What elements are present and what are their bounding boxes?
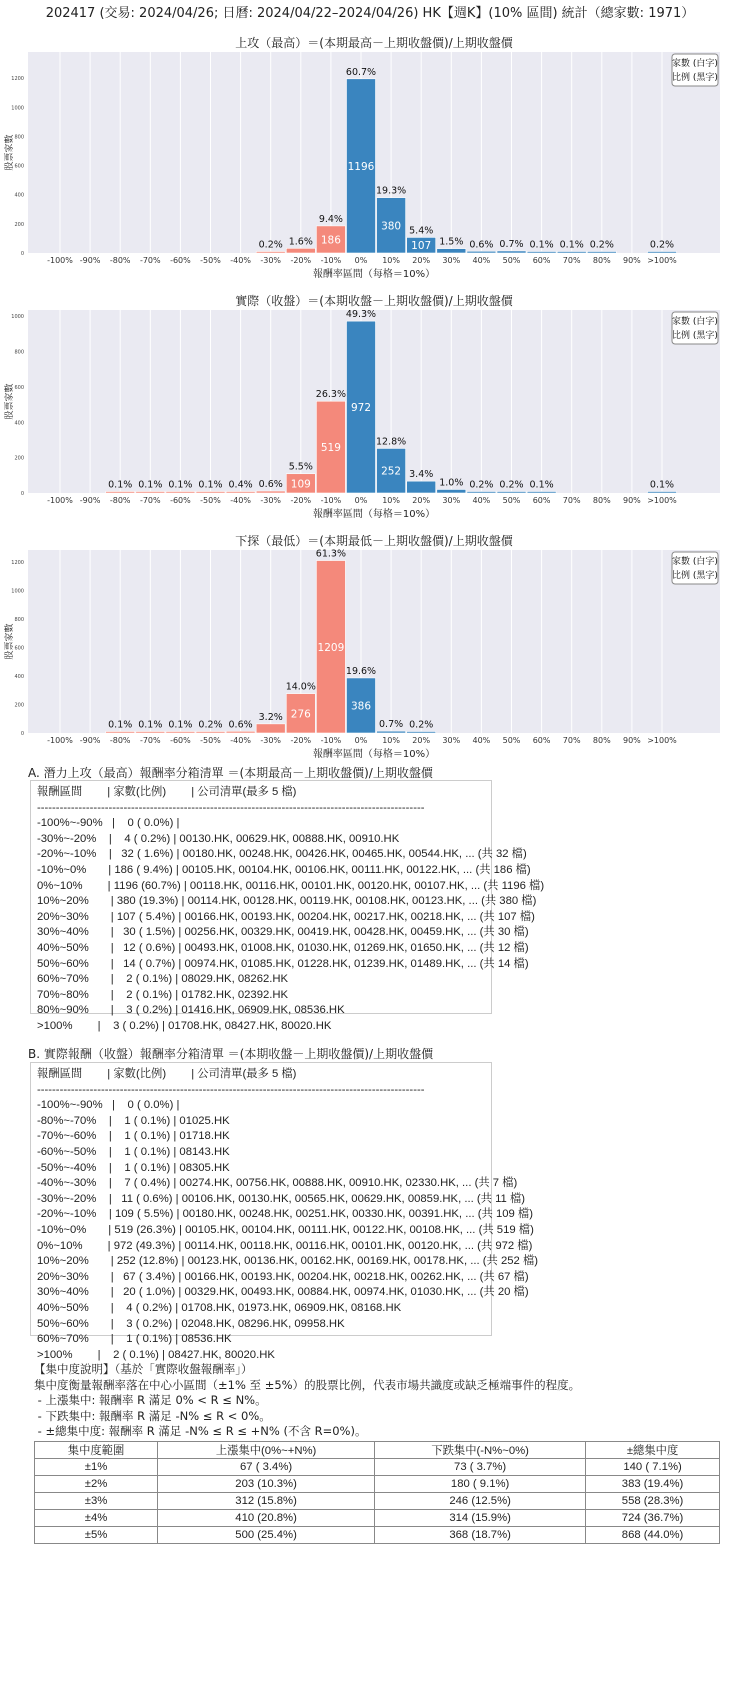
bar: [467, 492, 496, 494]
table-header-row: [35, 1442, 720, 1459]
bar: [557, 252, 586, 254]
table-cell: ±3%: [35, 1493, 158, 1510]
x-tick-label: 50%: [502, 256, 521, 265]
list-row: 10%~20% | 380 (19.3%) | 00114.HK, 00128.HK, 00119.HK, 00108.HK, 00123.HK, ... (共 380 檔): [37, 895, 537, 908]
x-tick-label: -10%: [320, 496, 342, 505]
bar-count-label: 1196: [347, 160, 375, 173]
list-row: -10%~0% | 186 ( 9.4%) | 00105.HK, 00104.HK, 00106.HK, 00111.HK, 00122.HK, ... (共 186 檔): [37, 863, 531, 876]
bar-percent-label: 61.3%: [315, 548, 346, 560]
table-cell: 246 (12.5%): [375, 1493, 586, 1510]
x-tick-label: -90%: [79, 496, 101, 505]
bar-count-label: 109: [290, 478, 311, 491]
x-tick-label: >100%: [647, 256, 677, 265]
chart-title: 下探（最低）＝(本期最低－上期收盤價)/上期收盤價: [235, 534, 513, 548]
x-tick-label: -100%: [47, 496, 73, 505]
list-divider: -------------------------------------------------------------------------------------------------------: [37, 1083, 425, 1096]
x-tick-label: 90%: [623, 256, 641, 265]
list-row: 20%~30% | 67 ( 3.4%) | 00166.HK, 00193.HK, 00204.HK, 00218.HK, 00262.HK, ... (共 67 檔): [37, 1270, 529, 1283]
bar-percent-label: 0.1%: [559, 239, 584, 251]
bar-percent-label: 3.2%: [258, 711, 283, 723]
list-row: 50%~60% | 14 ( 0.7%) | 00974.HK, 01085.HK, 01228.HK, 01239.HK, 01489.HK, ... (共 14 檔): [37, 957, 529, 970]
x-tick-label: -30%: [260, 496, 282, 505]
x-tick-label: -20%: [290, 736, 312, 745]
list-row: 10%~20% | 252 (12.8%) | 00123.HK, 00136.HK, 00162.HK, 00169.HK, 00178.HK, ... (共 252 檔): [37, 1255, 539, 1268]
bar-percent-label: 0.1%: [138, 479, 163, 491]
table-cell: ±2%: [35, 1476, 158, 1493]
x-tick-label: -80%: [109, 736, 131, 745]
y-tick-label: 200: [14, 455, 24, 462]
table-cell: 180 ( 9.1%): [375, 1476, 586, 1493]
list-b-box: [30, 1062, 539, 1361]
bar-percent-label: 0.2%: [589, 239, 614, 251]
list-row: 30%~40% | 20 ( 1.0%) | 00329.HK, 00493.HK, 00884.HK, 00974.HK, 01030.HK, ... (共 20 檔): [37, 1286, 529, 1299]
concentration-notes: [34, 1362, 580, 1440]
x-tick-label: 10%: [382, 496, 400, 505]
bar-percent-label: 0.7%: [499, 238, 524, 250]
column-header: ±總集中度: [586, 1442, 720, 1459]
bar-percent-label: 60.7%: [345, 66, 377, 78]
x-tick-label: -50%: [200, 256, 221, 265]
list-b-title: B. 實際報酬（收盤）報酬率分箱清單 ＝(本期收盤－上期收盤價)/上期收盤價: [28, 1047, 434, 1061]
list-header: 報酬區間 | 家數(比例) | 公司清單(最多 5 檔): [37, 786, 297, 798]
x-tick-label: -90%: [79, 736, 101, 745]
legend-count-note: 家數 (白字): [672, 557, 718, 567]
list-row: 80%~90% | 3 ( 0.2%) | 01416.HK, 06909.HK, 08536.HK: [37, 1004, 345, 1017]
bar: [196, 732, 225, 734]
y-axis-label: 股票家數: [5, 134, 15, 171]
bar-percent-label: 0.2%: [499, 479, 524, 491]
bar: [437, 249, 466, 253]
bar-percent-label: 0.4%: [228, 479, 253, 491]
list-a-box: [30, 780, 545, 1032]
legend-count-note: 家數 (白字): [672, 317, 718, 327]
x-tick-label: -20%: [290, 496, 312, 505]
bar-percent-label: 19.6%: [345, 665, 377, 677]
x-tick-label: -100%: [47, 256, 73, 265]
note-line: - 上漲集中: 報酬率 R 滿足 0% < R ≤ N%。: [34, 1393, 267, 1407]
y-tick-label: 400: [14, 673, 24, 680]
column-header: 集中度範圍: [35, 1442, 158, 1459]
x-tick-label: -10%: [320, 736, 342, 745]
table-cell: 314 (15.9%): [375, 1510, 586, 1527]
list-row: 60%~70% | 2 ( 0.1%) | 08029.HK, 08262.HK: [37, 973, 289, 986]
report-title: 202417 (交易: 2024/04/26; 日曆: 2024/04/22–2024/04/26) HK【週K】(10% 區間) 統計（總家數: 1971）: [45, 6, 695, 21]
legend-percent-note: 比例 (黑字): [672, 73, 718, 83]
list-row: 60%~70% | 1 ( 0.1%) | 08536.HK: [37, 1333, 232, 1346]
bar-percent-label: 0.1%: [649, 479, 675, 491]
bar-percent-label: 0.2%: [649, 239, 675, 251]
y-tick-label: 400: [14, 420, 24, 427]
bar: [136, 732, 165, 734]
x-tick-label: 40%: [472, 496, 491, 505]
bar: [106, 492, 135, 494]
x-tick-label: 0%: [354, 496, 368, 505]
y-tick-label: 1200: [11, 76, 24, 83]
x-tick-label: 50%: [502, 736, 521, 745]
y-tick-label: 800: [14, 134, 24, 141]
x-tick-label: -30%: [260, 736, 282, 745]
bar-percent-label: 1.6%: [288, 236, 313, 248]
legend-count-note: 家數 (白字): [672, 59, 718, 69]
x-tick-label: 70%: [562, 256, 581, 265]
table-cell: 868 (44.0%): [586, 1527, 720, 1544]
x-tick-label: 40%: [472, 736, 491, 745]
bar-percent-label: 5.5%: [288, 461, 313, 473]
bar: [527, 492, 556, 494]
bar: [166, 732, 195, 734]
x-tick-label: 60%: [532, 496, 551, 505]
table-cell: 73 ( 3.7%): [375, 1459, 586, 1476]
bar-percent-label: 0.2%: [469, 479, 494, 491]
x-tick-label: 20%: [412, 496, 431, 505]
bar: [256, 491, 285, 493]
bar: [467, 251, 496, 253]
x-tick-label: 60%: [532, 256, 551, 265]
x-tick-label: -20%: [290, 256, 312, 265]
list-row: 40%~50% | 12 ( 0.6%) | 00493.HK, 01008.HK, 01030.HK, 01269.HK, 01650.HK, ... (共 12 檔): [37, 941, 529, 954]
bar: [497, 251, 526, 253]
bar: [256, 724, 285, 733]
x-tick-label: -40%: [230, 496, 251, 505]
bar: [587, 252, 616, 254]
table-cell: ±1%: [35, 1459, 158, 1476]
concentration-table: [34, 1441, 720, 1544]
bar: [407, 481, 436, 493]
x-tick-label: 80%: [592, 736, 611, 745]
list-row: 0%~10% | 1196 (60.7%) | 00118.HK, 00116.HK, 00101.HK, 00120.HK, 00107.HK, ... (共 1196 檔): [37, 879, 545, 892]
bar: [196, 492, 225, 494]
bar: [166, 492, 195, 494]
bar-count-label: 186: [320, 234, 341, 247]
bar-count-label: 1209: [317, 641, 345, 654]
x-tick-label: 30%: [442, 736, 461, 745]
table-cell: ±4%: [35, 1510, 158, 1527]
bar: [226, 731, 255, 733]
x-tick-label: 50%: [502, 496, 521, 505]
bar-percent-label: 0.1%: [168, 479, 193, 491]
bar-count-label: 380: [381, 220, 402, 233]
bar-percent-label: 49.3%: [345, 309, 377, 321]
x-axis-label: 報酬率區間（每格＝10%）: [312, 509, 436, 520]
x-tick-label: 10%: [382, 256, 400, 265]
list-row: >100% | 2 ( 0.1%) | 08427.HK, 80020.HK: [37, 1348, 275, 1361]
x-axis-label: 報酬率區間（每格＝10%）: [312, 749, 436, 760]
list-row: 70%~80% | 2 ( 0.1%) | 01782.HK, 02392.HK: [37, 988, 289, 1001]
x-tick-label: -40%: [230, 736, 251, 745]
table-cell: 500 (25.4%): [158, 1527, 375, 1544]
note-line: - ±總集中度: 報酬率 R 滿足 -N% ≤ R ≤ +N% (不含 R=0%)。: [34, 1424, 367, 1438]
y-tick-label: 600: [14, 645, 24, 652]
column-header: 下跌集中(-N%~0%): [375, 1442, 586, 1459]
table-cell: 203 (10.3%): [158, 1476, 375, 1493]
bar-percent-label: 9.4%: [318, 213, 343, 225]
list-row: -80%~-70% | 1 ( 0.1%) | 01025.HK: [37, 1114, 230, 1127]
legend-percent-note: 比例 (黑字): [672, 331, 718, 341]
list-row: -30%~-20% | 4 ( 0.2%) | 00130.HK, 00629.HK, 00888.HK, 00910.HK: [37, 832, 400, 845]
bar-count-label: 252: [381, 465, 402, 478]
bar-count-label: 972: [350, 402, 372, 415]
bar-percent-label: 19.3%: [376, 185, 407, 197]
bar: [256, 252, 285, 254]
table-row: [35, 1527, 720, 1544]
list-row: -40%~-30% | 7 ( 0.4%) | 00274.HK, 00756.HK, 00888.HK, 00910.HK, 02330.HK, ... (共 7 檔): [37, 1177, 518, 1190]
x-tick-label: 0%: [354, 256, 368, 265]
y-tick-label: 1000: [11, 314, 24, 321]
x-tick-label: 80%: [592, 496, 611, 505]
bar-percent-label: 0.2%: [258, 239, 283, 251]
y-tick-label: 200: [14, 702, 24, 709]
bar: [136, 492, 165, 494]
x-tick-label: 10%: [382, 736, 400, 745]
y-tick-label: 400: [14, 192, 24, 199]
y-tick-label: 1200: [11, 559, 24, 566]
list-row: 20%~30% | 107 ( 5.4%) | 00166.HK, 00193.HK, 00204.HK, 00217.HK, 00218.HK, ... (共 107 檔): [37, 910, 535, 923]
chart-title: 實際（收盤）＝(本期收盤－上期收盤價)/上期收盤價: [235, 294, 513, 308]
chart-high: [0, 28, 740, 321]
y-tick-label: 200: [14, 221, 24, 228]
bar-percent-label: 0.7%: [379, 719, 404, 731]
x-tick-label: >100%: [647, 496, 677, 505]
x-tick-label: -70%: [139, 496, 161, 505]
x-tick-label: 40%: [472, 256, 491, 265]
bar: [648, 252, 677, 254]
bar-percent-label: 0.1%: [108, 719, 133, 731]
bar-percent-label: 1.0%: [439, 477, 464, 489]
bar-percent-label: 0.2%: [198, 719, 223, 731]
y-tick-label: 800: [14, 616, 24, 623]
x-tick-label: -60%: [170, 736, 191, 745]
table-row: [35, 1459, 720, 1476]
bar-percent-label: 0.1%: [138, 719, 163, 731]
list-row: 40%~50% | 4 ( 0.2%) | 01708.HK, 01973.HK, 06909.HK, 08168.HK: [37, 1301, 402, 1314]
list-header: 報酬區間 | 家數(比例) | 公司清單(最多 5 檔): [37, 1068, 297, 1080]
list-row: -100%~-90% | 0 ( 0.0%) |: [37, 817, 180, 830]
x-tick-label: -10%: [320, 256, 342, 265]
note-line: - 下跌集中: 報酬率 R 滿足 -N% ≤ R < 0%。: [34, 1408, 271, 1423]
list-row: -20%~-10% | 32 ( 1.6%) | 00180.HK, 00248.HK, 00426.HK, 00465.HK, 00544.HK, ... (共 32 檔): [37, 848, 527, 861]
list-row: 30%~40% | 30 ( 1.5%) | 00256.HK, 00329.HK, 00419.HK, 00428.HK, 00459.HK, ... (共 30 檔): [37, 926, 529, 939]
x-tick-label: 30%: [442, 496, 461, 505]
x-tick-label: 30%: [442, 256, 461, 265]
table-cell: ±5%: [35, 1527, 158, 1544]
x-tick-label: 0%: [354, 736, 368, 745]
list-row: -30%~-20% | 11 ( 0.6%) | 00106.HK, 00130.HK, 00565.HK, 00629.HK, 00859.HK, ... (共 11 檔): [37, 1192, 526, 1205]
list-row: -50%~-40% | 1 ( 0.1%) | 08305.HK: [37, 1161, 230, 1174]
bar-percent-label: 0.1%: [198, 479, 223, 491]
bar: [377, 731, 406, 733]
list-row: -60%~-50% | 1 ( 0.1%) | 08143.HK: [37, 1145, 230, 1158]
bar-percent-label: 0.1%: [108, 479, 133, 491]
table-cell: 67 ( 3.4%): [158, 1459, 375, 1476]
table-cell: 410 (20.8%): [158, 1510, 375, 1527]
x-tick-label: 90%: [623, 496, 641, 505]
x-tick-label: -60%: [170, 496, 191, 505]
bar: [648, 492, 677, 494]
x-axis-label: 報酬率區間（每格＝10%）: [312, 269, 436, 280]
y-axis-label: 股票家數: [5, 383, 15, 420]
x-tick-label: 70%: [562, 736, 581, 745]
bar: [407, 732, 436, 734]
table-cell: 724 (36.7%): [586, 1510, 720, 1527]
x-tick-label: -70%: [139, 256, 161, 265]
bar-count-label: 386: [350, 700, 372, 713]
table-row: [35, 1476, 720, 1493]
bar-percent-label: 5.4%: [409, 225, 434, 237]
bar-percent-label: 0.6%: [258, 479, 283, 491]
table-cell: 383 (19.4%): [586, 1476, 720, 1493]
bar: [497, 492, 526, 494]
bar-percent-label: 0.2%: [409, 719, 434, 731]
table-row: [35, 1510, 720, 1527]
x-tick-label: 20%: [412, 736, 431, 745]
x-tick-label: -30%: [260, 256, 282, 265]
x-tick-label: -90%: [79, 256, 101, 265]
bar: [527, 252, 556, 254]
list-row: >100% | 3 ( 0.2%) | 01708.HK, 08427.HK, 80020.HK: [37, 1019, 332, 1032]
bar-count-label: 519: [320, 442, 341, 455]
x-tick-label: 70%: [562, 496, 581, 505]
bar-percent-label: 0.6%: [228, 719, 253, 731]
chart-title: 上攻（最高）＝(本期最高－上期收盤價)/上期收盤價: [235, 36, 513, 50]
y-tick-label: 1000: [11, 588, 24, 595]
bar: [226, 492, 255, 494]
list-row: -20%~-10% | 109 ( 5.5%) | 00180.HK, 00248.HK, 00251.HK, 00330.HK, 00391.HK, ... (共 109 檔): [37, 1208, 533, 1221]
x-tick-label: 80%: [592, 256, 611, 265]
bar: [106, 732, 135, 734]
x-tick-label: -50%: [200, 496, 221, 505]
y-tick-label: 0: [20, 731, 24, 737]
bar-percent-label: 0.1%: [168, 719, 193, 731]
y-tick-label: 0: [20, 251, 24, 257]
x-tick-label: -80%: [109, 496, 131, 505]
x-tick-label: 90%: [623, 736, 641, 745]
bar-percent-label: 14.0%: [285, 681, 316, 693]
y-tick-label: 600: [14, 384, 24, 391]
x-tick-label: -50%: [200, 736, 221, 745]
x-tick-label: -80%: [109, 256, 131, 265]
x-tick-label: 20%: [412, 256, 431, 265]
bar-count-label: 276: [290, 708, 311, 721]
x-tick-label: -40%: [230, 256, 251, 265]
list-row: -70%~-60% | 1 ( 0.1%) | 01718.HK: [37, 1130, 230, 1143]
list-row: 0%~10% | 972 (49.3%) | 00114.HK, 00118.HK, 00116.HK, 00101.HK, 00120.HK, ... (共 972 檔): [37, 1239, 533, 1252]
x-tick-label: -70%: [139, 736, 161, 745]
x-tick-label: -100%: [47, 736, 73, 745]
bar: [286, 248, 315, 253]
list-row: 50%~60% | 3 ( 0.2%) | 02048.HK, 08296.HK, 09958.HK: [37, 1317, 345, 1330]
list-a-title: A. 潛力上攻（最高）報酬率分箱清單 ＝(本期最高－上期收盤價)/上期收盤價: [28, 766, 433, 780]
y-axis-label: 股票家數: [5, 623, 15, 660]
y-tick-label: 1000: [11, 105, 24, 112]
x-tick-label: 60%: [532, 736, 551, 745]
y-tick-label: 800: [14, 349, 24, 356]
bar-percent-label: 12.8%: [376, 436, 407, 448]
table-cell: 140 ( 7.1%): [586, 1459, 720, 1476]
bar-percent-label: 26.3%: [315, 389, 346, 401]
table-cell: 368 (18.7%): [375, 1527, 586, 1544]
list-row: -10%~0% | 519 (26.3%) | 00105.HK, 00104.HK, 00111.HK, 00122.HK, 00108.HK, ... (共 519 檔): [37, 1223, 534, 1236]
y-tick-label: 0: [20, 491, 24, 497]
list-row: -100%~-90% | 0 ( 0.0%) |: [37, 1099, 180, 1112]
bar-percent-label: 3.4%: [409, 469, 434, 481]
column-header: 上漲集中(0%~+N%): [158, 1442, 375, 1459]
legend-percent-note: 比例 (黑字): [672, 571, 718, 581]
x-tick-label: -60%: [170, 256, 191, 265]
list-divider: -------------------------------------------------------------------------------------------------------: [37, 801, 425, 814]
chart-close: [0, 290, 740, 535]
bar-percent-label: 1.5%: [439, 236, 464, 248]
bar-percent-label: 0.1%: [529, 239, 554, 251]
table-row: [35, 1493, 720, 1510]
bar: [437, 489, 466, 493]
note-line: 集中度衡量報酬率落在中心小區間（±1% 至 ±5%）的股票比例，代表市場共識度或缺乏極端事件的程度。: [34, 1377, 581, 1392]
y-tick-label: 600: [14, 163, 24, 170]
bar-percent-label: 0.6%: [469, 239, 494, 251]
chart-low: [0, 530, 740, 775]
note-line: 【集中度說明】（基於「實際收盤報酬率」）: [34, 1362, 253, 1376]
bar-count-label: 107: [411, 240, 432, 253]
table-cell: 558 (28.3%): [586, 1493, 720, 1510]
table-cell: 312 (15.8%): [158, 1493, 375, 1510]
bar-percent-label: 0.1%: [529, 479, 554, 491]
x-tick-label: >100%: [647, 736, 677, 745]
